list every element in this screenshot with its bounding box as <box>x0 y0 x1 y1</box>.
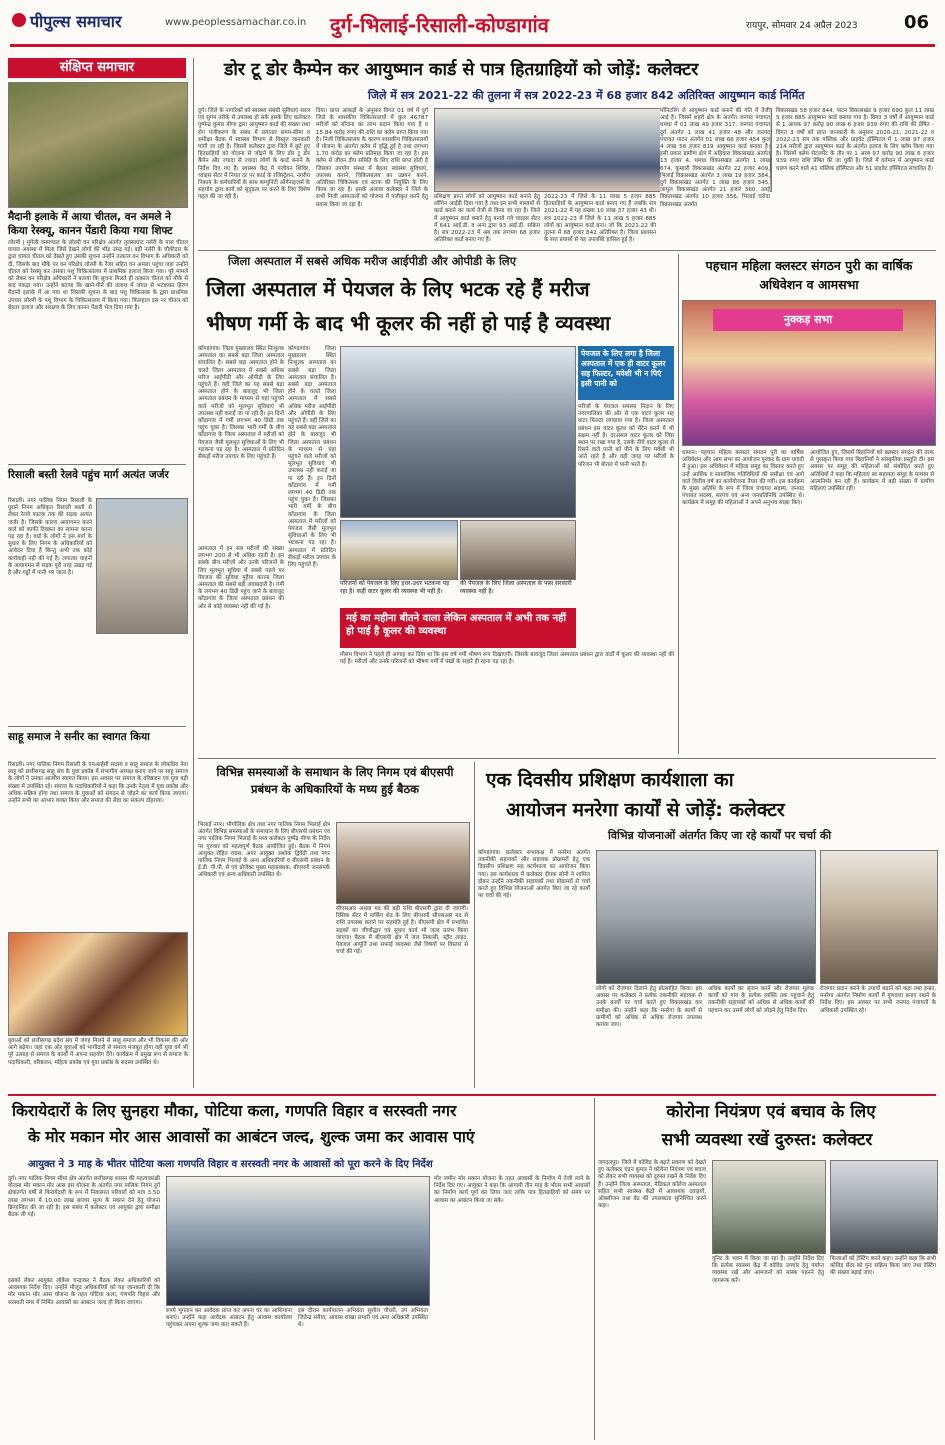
story5-subhead: विभिन्न योजनाओं अंतर्गत किए जा रहे कार्यों पर चर्चा की <box>608 829 832 842</box>
hospital-building-photo <box>340 346 576 518</box>
divider <box>198 250 936 251</box>
divider <box>198 758 936 759</box>
divider <box>8 726 186 727</box>
story2-subhead: मई का महीना बीतने वाला लेकिन अस्पताल में अभी तक नहीं हो पाई है कूलर की व्यवस्था <box>346 613 567 637</box>
section-title: दुर्ग-भिलाई-रिसाली-कोण्डागांव <box>330 13 549 37</box>
story2-caption-2: की पेयजल के लिए जिला अस्पताल के पास सरकारी व्यवस्था नहीं है। <box>460 580 572 595</box>
brief3-body: रिसाली। नगर पालिक निगम रिसाली के एमआईसी सदस्य व साहू समाज के लोकप्रिय नेता साहू को छत्तीसगढ़ साहू संघ के युवा प्रकोष्ठ में संभागीय अध्यक्ष बनाए जाने पर साहू समाज के लोगों ने उनका आत्मीय स्वागत किया। इस अवसर पर समाज के वरिष्ठजन एवं युवा बड़ी संख्या में उपस्थित रहे। समाज के पदाधिकारियों ने कहा कि उनके नेतृत्व में युवा प्रकोष्ठ और अधिक सक्रिय होगा तथा समाज के युवाओं को संगठन से जोड़ने का कार्य किया जाएगा। उन्होंने सभी का आभार व्यक्त किया और समाज की सेवा का संकल्प दोहराया। <box>8 762 188 805</box>
brief3-body-continued: युवाओं को छत्तीसगढ़ प्रदेश संघ में जगह मिलने से साहू समाज और भी विकास की ओर आगे बढ़ेगा। जहां एक ओर युवाओं को भागीदारी से समाज मजबूत होगा वहीं युवा वर्ग भी पूरे उत्साह से समाज के कार्यों में अपना सहयोग देंगे। कार्यक्रम में प्रमुख रूप से समाज के पदाधिकारी, वरिष्ठजन, महिला प्रकोष्ठ एवं युवा प्रकोष्ठ के सदस्य उपस्थित थे। <box>8 1038 188 1066</box>
workshop-photo <box>596 850 816 984</box>
story5-col-b: लोगों को रोजगार दिलाने हेतु प्रोत्साहित किया। इस अवसर पर कलेक्टर ने प्रत्येक तकनीकी सहायक से उनके कार्यों पर चर्चा करते हुए विकासखंड वार समीक्षा की। उन्होंने कहा कि मनरेगा के कार्यों से ग्रामीणों को अधिक से अधिक रोजगार उपलब्ध कराया जाए। <box>596 986 702 1029</box>
story6-headline-line1: किरायेदारों के लिए सुनहरा मौका, पोटिया कला, गणपति विहार व सरस्वती नगर <box>12 1102 457 1120</box>
brief3-headline: साहू समाज ने सनीर का स्वागत किया <box>8 731 150 743</box>
brief-news-label <box>8 58 186 78</box>
column-rule <box>474 762 475 1088</box>
story-hospital <box>198 254 674 754</box>
story3-col-b: आयोजित हुए, जिसमें बिहानियों को क्लस्टर संगठन की तरफ से पुरस्कृत किया गया बिहानियों ने सांस्कृतिक प्रस्तुति दी। इस अवसर पर समूह की महिलाओं को संबोधित करते हुए अतिथियों ने कहा कि महिलाएं स्व सहायता समूह के माध्यम से आत्मनिर्भर बन रही हैं। कार्यक्रम में बड़ी संख्या में ग्रामीण महिलाएं उपस्थित रहीं। <box>810 450 934 493</box>
story2-subhead-box <box>340 608 576 648</box>
story2-col-b: अस्पताल में इन सब मरीजों की संख्या लगभग 200 से भी अधिक रहती है। इन सबके बीच मरीजों और उनके परिजनों के लिए मूलभूत सुविधा में सबसे पहले पर पेयजल की सुविधा मुहैया कराना जिला अस्पताल की सबसे बड़ी जवाबदारी है। गर्मी के लगभग 40 डिग्री पहुंच जाने के बावजूद कोंडागांव के जिला अस्पताल प्रबंधन की ओर से कोई व्यवस्था नहीं की गई है। <box>198 546 284 610</box>
story1-col-d: 2022-23 में जिले के 11 लाख 5 हजार 885 हितग्राहियों के आयुष्मान कार्ड बनाए गए हैं जबकि सत्र 2021-22 में यह संख्या 10 लाख 37 हजार 43 थी। सत्र 2022-23 में जिले के 11 लाख 5 हजार 885 लोगों का आयुष्मान कार्ड बना। जो कि 2021-22 की तुलना में 68 हजार 842 अतिरिक्त है। जिला प्रशासन के सत्त प्रयासों से यह उपलब्धि हासिल हुई है। <box>544 194 656 244</box>
story1-col-a: दुर्ग। जिले के नागरिकों को स्वास्थ्य संबंधी सुविधाएं सरल एवं सुगम तरीके से उपलब्ध हो सके इसके लिए कलेक्टर पुष्पेन्द्र कुमार मीणा द्वारा आयुष्मान कार्ड की संख्या तथा रोग पंजीकरण के संबंध में लगातार समय-सीमा व समीक्षा बैठक में स्वास्थ्य विभाग से विस्तृत जानकारी मांगी जा रही है। जिसमें कलेक्टर द्वारा जिले में छूटे हुए हितग्राहियों को योजना से जोड़ने के लिए डोर टू डोर कैंपेन और ज्यादा से ज्यादा लोगों के कार्ड बनाने के निर्देश दिए गए हैं। स्वास्थ्य केंद्र में पंजीयन शिविर, च्वाइस सेंटर में नियत दर पर कार्ड के रजिस्ट्रेशन, नगरीय निकाय के कर्मचारियों के साथ कम्युनिटी ऑर्गनाइजर्स के सहयोग द्वारा कार्य को सुदृढ़ता पर करने के लिए विशेष पहल की जा रही है। <box>198 108 310 201</box>
story5-col-d: रोजगार प्रदान करने के उपायों बढ़ाने को कहा तथा इन्फ्रा, मनरेगा अंतर्गत निर्माण कार्यों में गुणवत्ता बनाए रखने के निर्देश दिए। इस अवसर पर सभी जनपद पंचायतों के अधिकारी उपस्थित रहे। <box>820 986 936 1014</box>
story2-col-c: मरीजों के पेयजल समस्या निदान के लिए नगरपालिका की ओर से एक वाटर कूलर सह वाटर फिल्टर लगवाया गया है। जिला अस्पताल प्रबंधन इस वाटर कूलर को मेंटेन करने में भी सक्षम नहीं है। दरअसल वाटर कूलर को जिस स्थान पर रखा गया है, उसके नीचे वाटर कूलर से रिसने वाले पानी को पीने के लिए मवेशी भी आते रहते हैं और वहीं जगह पर मरीजों के परिजन भी बोतल में पानी भरते हैं। <box>578 404 674 468</box>
story4-headline: विभिन्न समस्याओं के समाधान के लिए निगम एवं बीएसपी प्रबंधन के अधिकारियों के मध्य हुई बैठक <box>216 765 454 796</box>
story6-col-e: इस दौरान कार्यपालन अभियंता सुशील चौधरी, उप अभियंता जितेन्द्र समैया, आवास शाखा प्रभारी एवं अन्य अधिकारी उपस्थित थे। <box>298 1308 428 1329</box>
story1-col-f: विकासखंड 58 हजार 844, पाटन विकासखंड 9 हजार 690 कुल 11 लाख 5 हजार 885 आयुष्मान कार्ड बनाया गया है। विगत 3 वर्षों में आयुष्मान कार्ड से 1 आयक 97 करोड़ 90 लाख 6 हजार 939 रुपए की राशि की प्रेषित - विगत 3 वर्षों को प्राप्त जानकारी के अनुसार 2020-21, 2021-22 व 2022-23 सत्र तक पब्लिक और प्राइवेट हॉस्पिटल में 1 लाख 97 हजार 214 मरीजों द्वारा आयुष्मान कार्ड के अंतर्गत इलाज के लिए क्लेम किया गया है। जिसमें क्लेम सेटलमेंट के तौर पर 1 अरब 97 करोड़ 90 लाख 6 हजार 939 रुपए राशि प्रेषित की जा चुकी है। जिले में वर्तमान में आयुष्मान कार्ड धारण करने वाले 41 पब्लिक हॉस्पिटल और 51 प्राइवेट हॉस्पिटल संचालित हैं। <box>776 108 934 172</box>
story1-col-c: प्रशिक्षण प्राप्त लोगों को आयुष्मान कार्ड बनाने हेतु लॉगिन आईडी दिया गया है तथा इन सभी माध्यमों से कार्ड बनाने का कार्य तेजी से किया जा रहा है। जिले में आयुष्मान कार्ड बनाने हेतु बनाये गये च्वाइस सेंटर में 641 आई.डी. व अन्य द्वारा 93 आई.डी. सक्रिय है। सत्र 2022-23 में अब तक लगभग 68 हजार अतिरिक्त कार्ड बनाए गए हैं। <box>434 194 540 244</box>
story6-col-a: दुर्ग। नगर पालिक निगम सीमा क्षेत्र अंतर्गत छत्तीसगढ़ शासन की महत्वाकांक्षी योजना मोर मकान मोर आस इस योजना के अंतर्गत नगर पालिक निगम दुर्ग क्षेत्रांतर्गत वर्षों से किरायेदारी के रूप में निवासरत परिवारों को मात्र 3.50 लाख लगभग में 10.00 लाख बाजार मूल्य के मकान देने हेतु योजना क्रियान्वित की जा रही है। इस संबंध में कलेक्टर एवं आयुक्त द्वारा समीक्षा बैठक ली गई। <box>8 1176 160 1219</box>
story5-col-c: अधिक कार्यों का सृजन करने और रोजगार मूलक कार्यों को गांव के प्रत्येक व्यक्ति तक पहुंचाने हेतु तकनीकी सहायकों को अधिक से अधिक कार्यों की पहचान कर उसमें लोगों को जोड़ने हेतु निर्देश दिए। <box>708 986 814 1014</box>
housing-meeting-photo <box>166 1176 430 1306</box>
story2-col-a: कोण्डागांव। जिला मुख्यालय स्थित निःशुल्क अस्पताल का सबसे बड़ा जिला अस्पताल संचालित है। सबसे बड़ा अस्पताल होने के चलते जिला अस्पताल में सबसे अधिक मरीज आईपीडी और ओपीडी के लिए पहुंचते हैं। वहीं जिले का यह सबसे बड़ा अस्पताल होने के बावजूद भी जिला अस्पताल प्रबंधन के माध्यम से यहां पहुंचने वाले मरीजों को मूलभूत सुविधाएं भी उपलब्ध नहीं कराई जा पा रही हैं। इन दिनों कोंडागांव में गर्मी लगभग 40 डिग्री तक पहुंच चुका है। जिसका भारी गर्मी के बीच कोंडागांव के जिला अस्पताल में मरीजों को पेयजल जैसी मूलभूत सुविधाओं के लिए भी भटकना पड़ रहा है। अस्पताल में प्रतिदिन सैकड़ों मरीज उपचार के लिए पहुंचते हैं। <box>198 346 284 461</box>
page-number: 06 <box>904 12 930 33</box>
story7-headline-line1: कोरोना नियंत्रण एवं बचाव के लिए <box>666 1102 876 1122</box>
logo-mark-icon <box>12 13 26 27</box>
bsp-meeting-photo <box>336 822 470 904</box>
brief1-body: लोरमी | मुंगेली वनमण्डल के लोरमी वन परिक्षेत्र अंतर्गत तुलसाघाट नर्सरी के पास चीतल घायल अवस्था में मिला जिसे देखने लोगों की भीड़ उमड़ गई। वहीं नर्सरी के चौकीदार के द्वारा घायल चीतल को देखते हुए उसकी सूचना उन्होंने तत्काल वन विभाग के अधिकारी को दी, जिसके बाद मौके पर वन परिक्षेत्र लोरमी के रेंजर सहित वन अमला पहुंचा जहां उन्होंने चीतल को रेस्क्यू कर उसका पशु चिकित्सालय में प्राथमिक इलाज किया गया। पूरे मामले को लेकर वन परिक्षेत्र अधिकारी ने बताया कि सूचना मिलते ही तत्काल चीतल को मौके से बाद पकड़ा गया। उन्होंने बताया कि खाने-पीने की तलाश में जंगल से भटककर हिरण मैदानी इलाके में आ गया था जिसकी सूचना के बाद पशु चिकित्सक के द्वारा प्राथमिक उपचार लोरमी के पशु विभाग के चिकित्सालय में किया गया। फिलहाल इस नर चीतल को बेहतर इलाज और संरक्षण के लिए कानन पेंडारी भेज दिया गया है। <box>8 240 188 311</box>
story6-subhead: आयुक्त ने 3 माह के भीतर पोटिया कला गणपति विहार व सरस्वती नगर के आवासों को पूरा करने के दिए निर्देश <box>28 1159 433 1170</box>
brief-news-label-text: संक्षिप्त समाचार <box>59 60 135 75</box>
corona-meeting-photo-2 <box>830 1160 938 1254</box>
photo-banner-text: नुक्कड़ सभा <box>783 313 833 326</box>
corona-meeting-photo <box>712 1160 826 1254</box>
story2-headline-line2: भीषण गर्मी के बाद भी कूलर की नहीं हो पाई है व्यवस्था <box>206 311 611 335</box>
story6-col-d: रुपये भुगतान कर आवेदक प्राप्त कर अपना घर का आशियाना बनाएं। उन्होंने कहा आवेदक आबंटन हेतु आवास कार्यालय पहुंचकर अपना शुल्क जमा करा सकते हैं। <box>166 1308 292 1329</box>
masthead <box>0 0 945 52</box>
story1-headline: डोर टू डोर कैम्पेन कर आयुष्मान कार्ड से पात्र हितग्राहियों को जोड़ें: कलेक्टर <box>224 60 699 80</box>
section-divider <box>8 1094 936 1096</box>
masthead-rule <box>10 44 935 47</box>
column-rule <box>594 1098 595 1440</box>
story-women-cluster <box>682 254 936 754</box>
story1-col-b: दिया। प्राप्त आंकड़ों के अनुसार विगत 01 वर्ष में दुर्ग जिले के शासकीय चिकित्सालयों में कुल 46787 मरीजों को योजना का लाभ प्रदान किया गया है व 15.84 करोड़ रुपए की राशि का क्लेम प्राप्त किया गया है। निजी चिकित्सालय के कारण शासकीय चिकित्सालयों में योजना के अंतर्गत क्लेम में वृद्धि हुई है तथा लगभग 1.70 करोड़ का क्लेम प्रतिमाह किया जा रहा है। इस क्लेम से जीवन दीप समिति के लिए राशि प्राप्त होती है जिसका उपयोग संस्था में बेहतर स्वास्थ्य सुविधाएं, उपलब्ध कराने, चिकित्सालय का उन्नयन करने, अतिरिक्त चिकित्सक एवं स्टाफ की नियुक्ति के लिए किया जा रहा है। इसके अलावा कलेक्टर ने जिले के सभी निजी अस्पतालों को योजना में पंजीकृत करने हेतु प्रयास किया जा रहा है। <box>316 108 428 208</box>
column-rule <box>193 58 194 1088</box>
story2-caption-1: परिजनों को पेयजल के लिए इधर-उधर भटकना पड़ रहा है। कहीं वाटर कूलर की व्यवस्था भी नहीं है। <box>340 580 450 595</box>
story7-col-c: यूनिट के भवन में किया जा रहा है। उन्होंने निर्देश दिए कि प्रत्येक स्वास्थ्य केंद्र में कोविड उपचार हेतु पर्याप्त व्यवस्था रखें और आमजनों को मास्क पहनने हेतु जागरूक करें। <box>712 1256 824 1284</box>
story2-kicker: जिला अस्पताल में सबसे अधिक मरीज आईपीडी और ओपीडी के लिए <box>228 254 517 268</box>
story7-headline-line2: सभी व्यवस्था रखें दुरुस्त: कलेक्टर <box>661 1130 873 1150</box>
story7-col-b: फिजाओं को टेस्टिंग करने कहा। उन्होंने कहा कि सभी कोविड सेंटर को पुनः सक्रिय किया जाए तथा टेस्टिंग की संख्या बढ़ाई जाए। <box>830 1256 936 1277</box>
story5-headline-line1: एक दिवसीय प्रशिक्षण कार्यशाला का <box>486 769 734 791</box>
story1-col-e: मॉनिटरिंग से आयुष्मान कार्ड बनाने की गति में तेजी आई है। जिसमें शहरी क्षेत्र के अंतर्गत जनपद पंचायत धमधा में 01 लाख 49 हजार 317, जनपद पंचायत दुर्ग अंतर्गत 1 लाख 41 हजार 48 और जनपद पंचायत पाटन अंतर्गत 01 लाख 66 हजार 454 कुल 4 लाख 56 हजार 819 आयुष्मान कार्ड बनाया है। इसी प्रकार ग्रामीण क्षेत्र में अहिवारा विकासखंड अंतर्गत 13 हजार 4, धमधा विकासखंड अंतर्गत 1 लाख 674, कुम्हारी विकासखंड अंतर्गत 22 हजार 409, भिलाई विकासखंड अंतर्गत 3 लाख 19 हजार 384, दुर्ग विकासखंड अंतर्गत 1 लाख 86 हजार 345, जामुल विकासखंड अंतर्गत 21 हजार 360, उतई विकासखंड अंतर्गत 10 हजार 356, भिलाई चरोदा विकासखंड अंतर्गत <box>660 108 770 246</box>
brief2-headline: रिसाली बस्ती रेलवे पहुंच मार्ग अत्यंत जर्जर <box>8 469 169 481</box>
brief1-headline: मैदानी इलाके में आया चीतल, वन अमले ने किया रेस्क्यू, कानन पेंडारी किया गया शिफ्ट <box>8 211 173 237</box>
column-rule <box>678 254 679 754</box>
paper-name: पीपुल्स समाचार <box>30 12 122 31</box>
story3-headline: पहचान महिला क्लस्टर संगठन पुरी का वार्षिक अधिवेशन व आमसभा <box>705 258 913 292</box>
story-bsp-meeting <box>198 762 470 1092</box>
story-housing <box>8 1098 590 1440</box>
story2-highlight-text: पेयजल के लिए लगा है जिला अस्पताल में एक ही वाटर कूलर सह फिल्टर, मवेशी भी न पिएं इसी पानी को <box>581 349 666 388</box>
story2-highlight-box <box>578 346 674 400</box>
story1-subhead: जिले में सत्र 2021-22 की तुलना में सत्र 2022-23 में 68 हजार 842 अतिरिक्त आयुष्मान कार्ड निर्मित <box>368 89 805 102</box>
story2-col-a2: कोण्डागांव। जिला मुख्यालय स्थित निःशुल्क अस्पताल का सबसे बड़ा जिला अस्पताल संचालित है। सबसे बड़ा अस्पताल होने के चलते जिला अस्पताल में सबसे अधिक मरीज आईपीडी और ओपीडी के लिए पहुंचते हैं। वहीं जिले का यह सबसे बड़ा अस्पताल होने के बावजूद भी जिला अस्पताल प्रबंधन के माध्यम से यहां पहुंचने वाले मरीजों को मूलभूत सुविधाएं भी उपलब्ध नहीं कराई जा पा रही हैं। इन दिनों कोंडागांव में गर्मी लगभग 40 डिग्री तक पहुंच चुका है। जिसका भारी गर्मी के बीच कोंडागांव के जिला अस्पताल में मरीजों को पेयजल जैसी मूलभूत सुविधाओं के लिए भी भटकना पड़ रहा है। अस्पताल में प्रतिदिन सैकड़ों मरीज उपचार के लिए पहुंचते हैं। <box>288 346 336 569</box>
story4-col-b: सीएसआर अथवा मद की बड़ी राशि बीएसपी द्वारा दी जाएगी। रिसिक सेंटर में पार्किंग शेड के लिए बीएसपी सीएसआर मद से राशि उपलब्ध कराने पर सहमति हुई है। बीएसपी क्षेत्र में प्रभावित सड़कों का जीर्णोद्धार एवं सुधार कार्य भी जल्द प्रारंभ किया जाएगा। बैठक में बीएसपी क्षेत्र में जल निकासी, स्ट्रीट लाइट, पेयजल आपूर्ति तथा सफाई व्यवस्था जैसे विषयों पर विस्तार से चर्चा की गई। <box>336 906 468 956</box>
water-cooler-photo-1 <box>340 520 458 580</box>
website[interactable]: www.peoplessamachar.co.in <box>165 17 307 28</box>
road-photo <box>96 498 188 634</box>
deer-photo <box>8 82 188 208</box>
story6-headline-line2: के मोर मकान मोर आस आवासों का आबंटन जल्द, शुल्क जमा कर आवास पाएं <box>28 1128 475 1146</box>
workshop-photo-2 <box>820 850 938 984</box>
samaj-welcome-photo <box>8 932 188 1036</box>
brief2-body-left: रिसाली। नगर पालिक निगम रिसाली के पुराने निगम अधिकृत रिसाली बस्ती से लेकर रेलवे फाटक तक की सड़क अत्यंत जर्जर है। जिसके कारण आवागमन करने वाले को काफी दिक्कत का सामना करना पड़ रहा है। वार्ड के लोगों ने इस मार्ग के सुधार के लिए निगम के अधिकारियों को आवेदन दिया है किन्तु अभी तक कोई कार्यवाही नहीं की गई है। लगातार वाहनों के आवागमन से सड़क पूरी तरह उखड़ गई है और गड्ढों में पानी भर जाता है। <box>8 498 92 577</box>
dateline: रायपुर, सोमवार 24 अप्रैल 2023 <box>746 21 858 31</box>
brief-news-column <box>8 56 190 1092</box>
story6-col-c: मोर जमीन मोर मकान योजना के तहत आवासों के निर्माण में तेजी लाने के निर्देश दिए गए। आयुक्त ने कहा कि आगामी तीन माह के भीतर सभी आवासों का निर्माण कार्य पूर्ण कर लिया जाए ताकि पात्र हितग्राहियों को समय पर आवास का आबंटन किया जा सके। <box>434 1176 590 1204</box>
story5-col-a: कोण्डागांव। कलेक्टर सभाकक्ष में मनरेगा अंतर्गत तकनीकी सहायकों और सहायक प्रोग्रामरों हेतु एक दिवसीय प्रशिक्षण सह कार्यशाला का आयोजन किया गया। इस कार्यशाला में कलेक्टर दीपक सोनी ने शामिल होकर उन्होंने तकनीकी सहायकों तथा प्रोग्रामरों से चर्चा करते हुए विभिन्न योजनाओं अंतर्गत किए जा रहे कार्यों पर चर्चा की गई। <box>478 850 590 900</box>
story-mnrega-workshop <box>478 762 936 1092</box>
story3-col-a: धामान। पहचान महिला क्लस्टर संगठन पुरी का वार्षिक अधिवेशन और आम सभा का आयोजन पुरवार के ग्राम चावदी में हुआ। इस अधिवेशन में महिला समूह का विस्तार करते हुए उन्हें आर्थिक व सामाजिक गतिविधियों की समीक्षा एवं आगे वाले वित्तीय वर्ष का कार्ययोजना तैयार की गयी। इस कार्यक्रम के मुख्य अतिथि के रूप में जिला पंचायत सदस्य, जनपद पंचायत सदस्य, सरपंच एवं अन्य जनप्रतिनिधि उपस्थित थे। कार्यक्रम में समूह की महिलाओं ने अपने अनुभव साझा किए। <box>682 450 804 507</box>
story6-col-b: इसको लेकर आयुक्त लोकेश चन्द्राकर ने बैठक लेकर अधिकारियों को आवश्यक निर्देश दिए। उन्होंने मौजूद अधिकारियों को यह जानकारी दी कि मोर मकान मोर आस योजना के तहत पोटिया कला, गणपति विहार और सरस्वती नगर में निर्मित आवासों का आबंटन जल्द ही किया जाएगा। <box>8 1278 160 1306</box>
paper-logo <box>12 10 162 36</box>
story7-col-a: जगदलपुर। जिले में कोविड के बढ़ते प्रकरण को देखते हुए कलेक्टर चंदन कुमार ने कोरोना नियंत्रण एवं बचाव को लेकर सभी व्यवस्था को दुरुस्त रखने के निर्देश दिए हैं। उन्होंने जिला अस्पताल, मेडिकल कॉलेज अस्पताल सहित सभी स्वास्थ्य केंद्रों में आवश्यक दवाइयों, ऑक्सीजन तथा बेड की उपलब्धता सुनिश्चित करने कहा। <box>598 1160 706 1210</box>
story-corona <box>598 1098 936 1440</box>
women-assembly-photo <box>682 300 936 446</box>
divider <box>8 464 186 465</box>
story2-headline-line1: जिला अस्पताल में पेयजल के लिए भटक रहे हैं मरीज <box>206 277 590 301</box>
story-ayushman <box>198 56 936 246</box>
water-cooler-photo-2 <box>460 520 576 580</box>
story5-headline-line2: आयोजन मनरेगा कार्यों से जोड़ें: कलेक्टर <box>506 799 785 821</box>
story2-col-d: मौसम विभाग ने पहले ही आगाह कर दिया था कि इस वर्ष गर्मी भीषण रूप दिखाएगी। जिसके बावजूद जिला अस्पताल प्रबंधन द्वारा वार्डों में कूलर की व्यवस्था नहीं की गई है। मरीजों और उनके परिजनों को भीषण गर्मी में पंखों के सहारे ही रहना पड़ रहा है। <box>340 652 674 666</box>
story4-col-a: भिलाई नगर। भौगोलिक क्षेत्र तथा नगर पालिक निगम भिलाई क्षेत्र अंतर्गत विभिन्न समस्याओं के समाधान के लिए बीएसपी प्रबंधन एवं नगर पालिक निगम भिलाई के मध्य कलेक्टर पुष्पेंद्र मीणा के निर्देश पर गुरुवार को महत्वपूर्ण बैठक आयोजित हुई। बैठक में निगम आयुक्त रोहित व्यास, अपर आयुक्त अशोक द्विवेदी तथा नगर पालिक निगम भिलाई के अन्य अधिकारियों व बीएसपी प्रबंधन के ई.डी. पी.पी. से एवं प्रोजेक्ट मुख्य महाप्रबंधक, बीएसपी जनसंपर्क अधिकारी एवं अन्य अधिकारी उपस्थित थे। <box>198 822 330 879</box>
photo-banner <box>713 309 903 331</box>
